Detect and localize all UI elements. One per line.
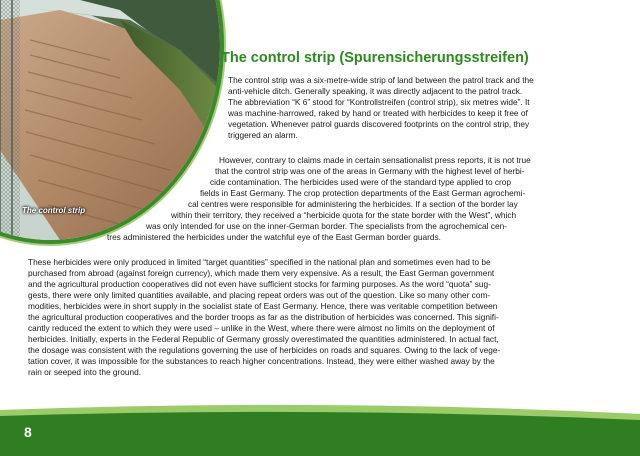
paragraph-line: anti-vehicle ditch. Generally speaking, it was directly adjacent to the patrol track. (228, 86, 523, 96)
paragraph-line: The abbreviation “K 6” stood for “Kontrollstreifen (control strip), six metres wide”. It (228, 97, 530, 107)
photo-frame (0, 0, 220, 240)
paragraph-line: the agricultural production cooperatives and the border troops as far as the distribution of herbicides was concerned. This signifi- (28, 312, 499, 322)
paragraph-line: gests, there were only limited quantities available, and placing repeat orders was out of the question. Like so many other com- (28, 290, 491, 300)
paragraph-line: and the agricultural production cooperatives did not even have sufficient stocks for farming purposes. As the word “quota” sug- (28, 279, 491, 289)
paragraph-line: The control strip was a six-metre-wide strip of land between the patrol track and the (228, 75, 534, 85)
paragraph-line: These herbicides were only produced in limited “target quantities” specified in the national plan and sometimes even had to be (28, 257, 491, 267)
paragraph-line: the dosage was consistent with the regulations governing the use of herbicides on roads and squares. Owing to the lack of vege- (28, 345, 501, 355)
paragraph-line: vegetation. Whenever patrol guards discovered footprints on the control strip, they (228, 119, 530, 129)
paragraph-line: herbicides. Initially, experts in the Federal Republic of Germany grossly overestimated the quantities administered. In actual fact, (28, 334, 499, 344)
paragraph-line: that the control strip was one of the areas in Germany with the highest level of herbi- (215, 166, 525, 176)
paragraph-line: tation cover, it was impossible for the substances to reach higher concentrations. Instead, they were either washed away by the (28, 356, 495, 366)
paragraph-line: tres administered the herbicides under the watchful eye of the East German border guards. (107, 232, 441, 242)
border-strip-photo (0, 0, 220, 240)
paragraph-line: was only intended for use on the inner-German border. The specialists from the agrochemical cen- (146, 221, 507, 231)
paragraph-line: cide contamination. The herbicides used were of the standard type applied to crop (210, 177, 512, 187)
paragraph-line: rain or seeped into the ground. (28, 367, 142, 377)
paragraph-line: was machine-harrowed, raked by hand or treated with herbicides to keep it free of (228, 108, 528, 118)
paragraph-line: triggered an alarm. (228, 130, 298, 140)
paragraph-line: However, contrary to claims made in certain sensationalist press reports, it is not true (219, 155, 531, 165)
paragraph-line: cal centres were responsible for administering the herbicides. If a section of the border lay (188, 199, 518, 209)
section-title: The control strip (Spurensicherungsstreifen) (221, 50, 529, 66)
paragraph-line: modities, herbicides were in short supply in the socialist state of East Germany. Hence, there was veritable competition between (28, 301, 498, 311)
paragraph-line: within their territory, they received a “herbicide quota for the state border with the West”, which (171, 210, 517, 220)
paragraph-line: cantly reduced the extent to which they were used – unlike in the West, where there were almost no limits on the deployment of (28, 323, 495, 333)
paragraph-line: purchased from abroad (against foreign currency), which made them very expensive. As a result, the East German government (28, 268, 495, 278)
page-number: 8 (24, 424, 32, 440)
footer-band (0, 404, 640, 456)
photo-caption: The control strip (22, 206, 86, 215)
paragraph-line: fields in East Germany. The crop protection departments of the East German agrochemi- (200, 188, 526, 198)
